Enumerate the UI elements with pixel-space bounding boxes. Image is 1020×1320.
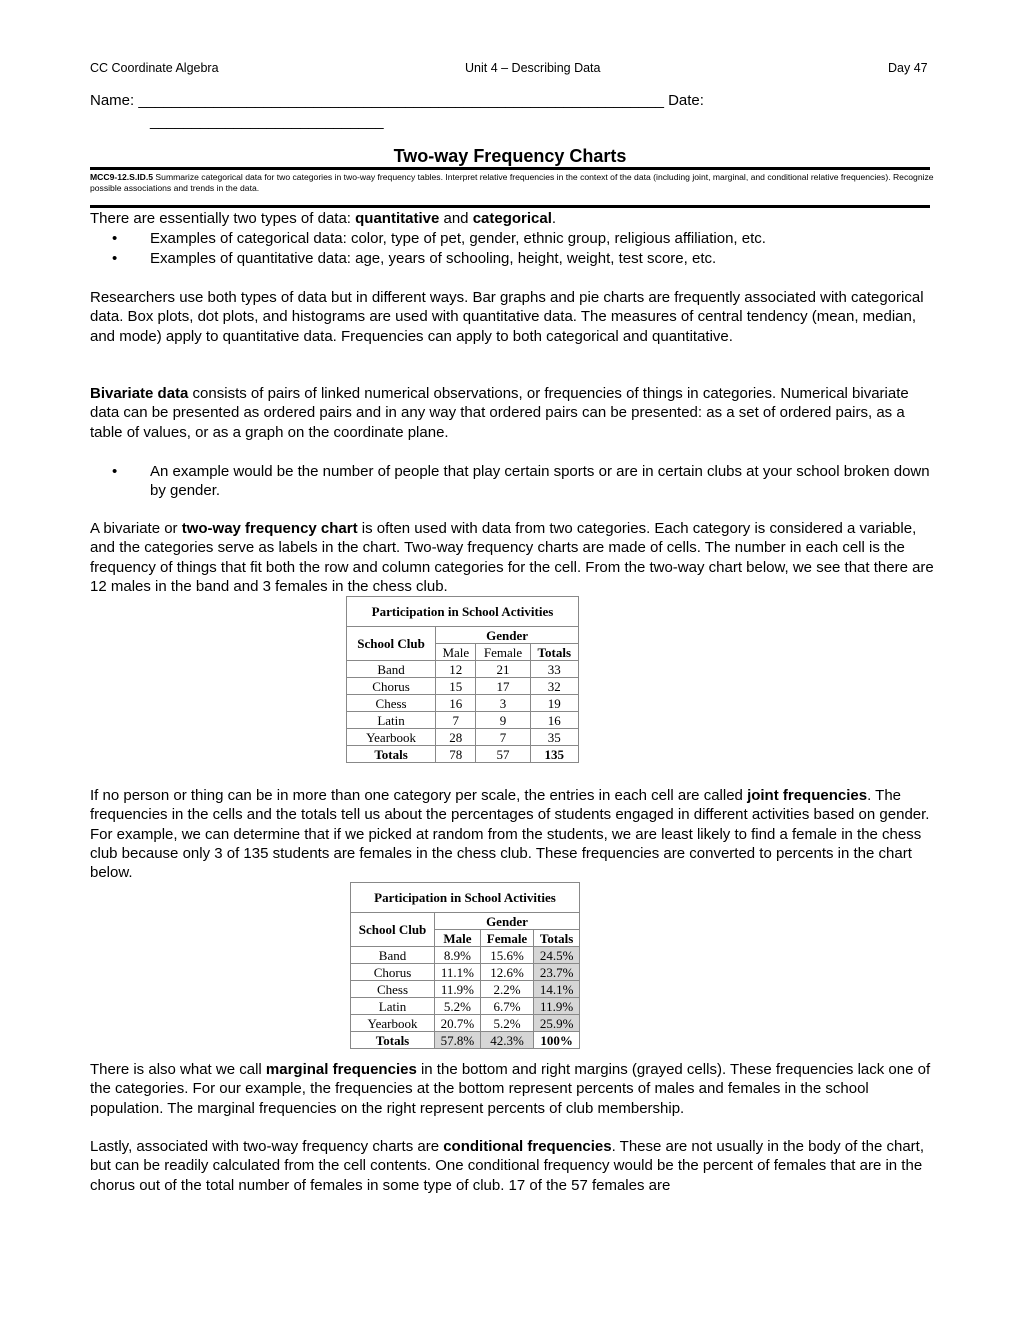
table-cell: 23.7% [534,964,580,981]
table-cell: 21 [476,661,530,678]
table-cell: Yearbook [351,1015,435,1032]
text-segment: Examples of quantitative data: age, years of schooling, height, weight, test score, etc. [150,250,717,267]
table-cell: 32 [530,678,578,695]
text-segment: marginal frequencies [265,1061,417,1078]
table-row [347,678,579,695]
page-title: Two-way Frequency Charts [393,146,627,166]
header-unit: Unit 4 – Describing Data [465,61,601,75]
table-cell: Totals [351,1032,435,1049]
text-segment: . The frequencies in the cells and the totals tell us about the percentages of students engaged in different activities based on gender. For example, we can determine that if we picked at random from the students, we are least likely to find a female in the chess club because only 3 of 135 students are females in the chess club. These frequencies are converted to percents in the chart below. [90,787,930,882]
paragraph-conditional [90,1137,935,1195]
table-cell: Chorus [347,678,436,695]
table-cell: 33 [530,661,578,678]
text-segment: two-way frequency chart [181,520,358,537]
divider [90,205,930,208]
intro-paragraph [90,209,935,228]
header-day: Day 47 [888,61,928,75]
table-cell: 100% [534,1032,580,1049]
list-item [112,462,932,501]
text-segment: An example would be the number of people that play certain sports or are in certain clubs at your school broken down by gender. [150,463,930,500]
text-segment: Lastly, associated with two-way frequency charts are [90,1138,444,1155]
column-header: Gender [436,627,579,644]
table-title: Participation in School Activities [351,883,580,913]
table-cell: Band [347,661,436,678]
bullet-icon: • [112,250,118,267]
table-row [351,947,580,964]
header-course: CC Coordinate Algebra [90,61,219,75]
table-row [347,712,579,729]
table-cell: 8.9% [435,947,481,964]
text-segment: quantitative [355,210,440,227]
text-segment: joint frequencies [747,787,868,804]
table-row [351,998,580,1015]
table-cell: 42.3% [480,1032,533,1049]
table-cell: 20.7% [435,1015,481,1032]
text-segment: and [439,210,473,227]
text-segment: . [551,210,557,227]
table-cell: 7 [436,712,476,729]
standard-code: MCC9-12.S.ID.5 [90,172,154,182]
table-cell: Female [476,644,530,661]
table-cell: Male [436,644,476,661]
table-row [351,981,580,998]
table-cell: 11.9% [534,998,580,1015]
table-cell: 17 [476,678,530,695]
table-cell: Female [480,930,533,947]
table-cell: 57.8% [435,1032,481,1049]
table-title: Participation in School Activities [347,597,579,627]
table-cell: Chess [347,695,436,712]
table-cell: 19 [530,695,578,712]
text-segment: There are essentially two types of data: [90,210,356,227]
table-cell: Band [351,947,435,964]
text-segment: consists of pairs of linked numerical observations, or frequencies of things in categories. Numerical bivariate data can be presented as ordered pairs and in any way that ordered pairs can be presented: as a set of ordered pairs, as a table of values, or as a graph on the coordinate plane. [90,385,909,441]
table-cell: Chorus [351,964,435,981]
table-cell: 12 [436,661,476,678]
table-cell: Yearbook [347,729,436,746]
table-row [351,964,580,981]
text-segment: If no person or thing can be in more than one category per scale, the entries in each cell are called [90,787,748,804]
table-cell: 35 [530,729,578,746]
table-cell: 24.5% [534,947,580,964]
text-segment: conditional frequencies [443,1138,612,1155]
text-segment: is often used with data from two categories. Each category is considered a variable, and the categories serve as labels in the chart. Two-way frequency charts are made of cells. The number in each cell is the frequency of things that fit both the row and column categories for the cell. From the two-way chart below, we see that there are 12 males in the band and 3 females in the chess club. [90,520,934,595]
paragraph-two-way [90,519,935,596]
table-cell: Latin [347,712,436,729]
table-cell: 6.7% [480,998,533,1015]
name-date-line: Name: _______________________________________________________________ Date: [90,92,704,109]
text-segment: categorical [472,210,552,227]
table-cell: 3 [476,695,530,712]
table-row [347,746,579,763]
table-cell: 11.1% [435,964,481,981]
text-segment: . These are not usually in the body of the chart, but can be readily calculated from the cell contents. One conditional frequency would be the percent of females that are in the chorus out of the total number of females in some type of club. 17 of the 57 females are [90,1138,925,1194]
percent-table [350,882,580,1049]
column-header: Gender [435,913,580,930]
table-cell: 28 [436,729,476,746]
table-cell: 5.2% [435,998,481,1015]
table-cell: 25.9% [534,1015,580,1032]
table-cell: 11.9% [435,981,481,998]
date-blank: ____________________________ [150,113,384,130]
text-segment: Examples of categorical data: color, type of pet, gender, ethnic group, religious affiliation, etc. [150,230,766,247]
table-row [347,661,579,678]
column-header: School Club [351,913,435,947]
table-cell: Totals [347,746,436,763]
table-cell: 57 [476,746,530,763]
paragraph-data-types: Researchers use both types of data but in different ways. Bar graphs and pie charts are frequently associated with categorical data. Box plots, dot plots, and histograms are used with quantitative data. The measures of central tendency (mean, median, and mode) apply to quantitative data. Frequencies can apply to both categorical and quantitative. [90,289,924,345]
table-row [351,1032,580,1049]
table-cell: 2.2% [480,981,533,998]
table-cell: 15 [436,678,476,695]
table-cell: 16 [436,695,476,712]
standard-text [90,172,935,193]
standard-description: Summarize categorical data for two categories in two-way frequency tables. Interpret relative frequencies in the context of the data (including joint, marginal, and conditional relative frequencies). Recognize possible associations and trends in the data. [90,172,934,193]
table-cell: 14.1% [534,981,580,998]
text-segment: in the bottom and right margins (grayed cells). These frequencies lack one of the categories. For our example, the frequencies at the bottom represent percents of males and females in the school population. The marginal frequencies on the right represent percents of club membership. [90,1061,931,1117]
table-cell: Male [435,930,481,947]
text-segment: There is also what we call [90,1061,266,1078]
paragraph-joint [90,786,935,882]
table-cell: 5.2% [480,1015,533,1032]
table-row [351,1015,580,1032]
list-item [112,229,932,248]
table-cell: 135 [530,746,578,763]
table-cell: Totals [530,644,578,661]
text-segment: Bivariate data [90,385,189,402]
bullet-icon: • [112,463,118,480]
table-cell: Totals [534,930,580,947]
list-item [112,249,932,268]
table-cell: 15.6% [480,947,533,964]
text-segment: A bivariate or [90,520,182,537]
paragraph-bivariate [90,384,935,442]
paragraph-marginal [90,1060,935,1118]
table-cell: 16 [530,712,578,729]
table-cell: Latin [351,998,435,1015]
table-cell: 9 [476,712,530,729]
bullet-icon: • [112,230,118,247]
column-header: School Club [347,627,436,661]
table-cell: Chess [351,981,435,998]
table-cell: 7 [476,729,530,746]
table-row [347,729,579,746]
frequency-table [346,596,579,763]
table-row [347,695,579,712]
divider [90,167,930,170]
table-cell: 12.6% [480,964,533,981]
table-cell: 78 [436,746,476,763]
